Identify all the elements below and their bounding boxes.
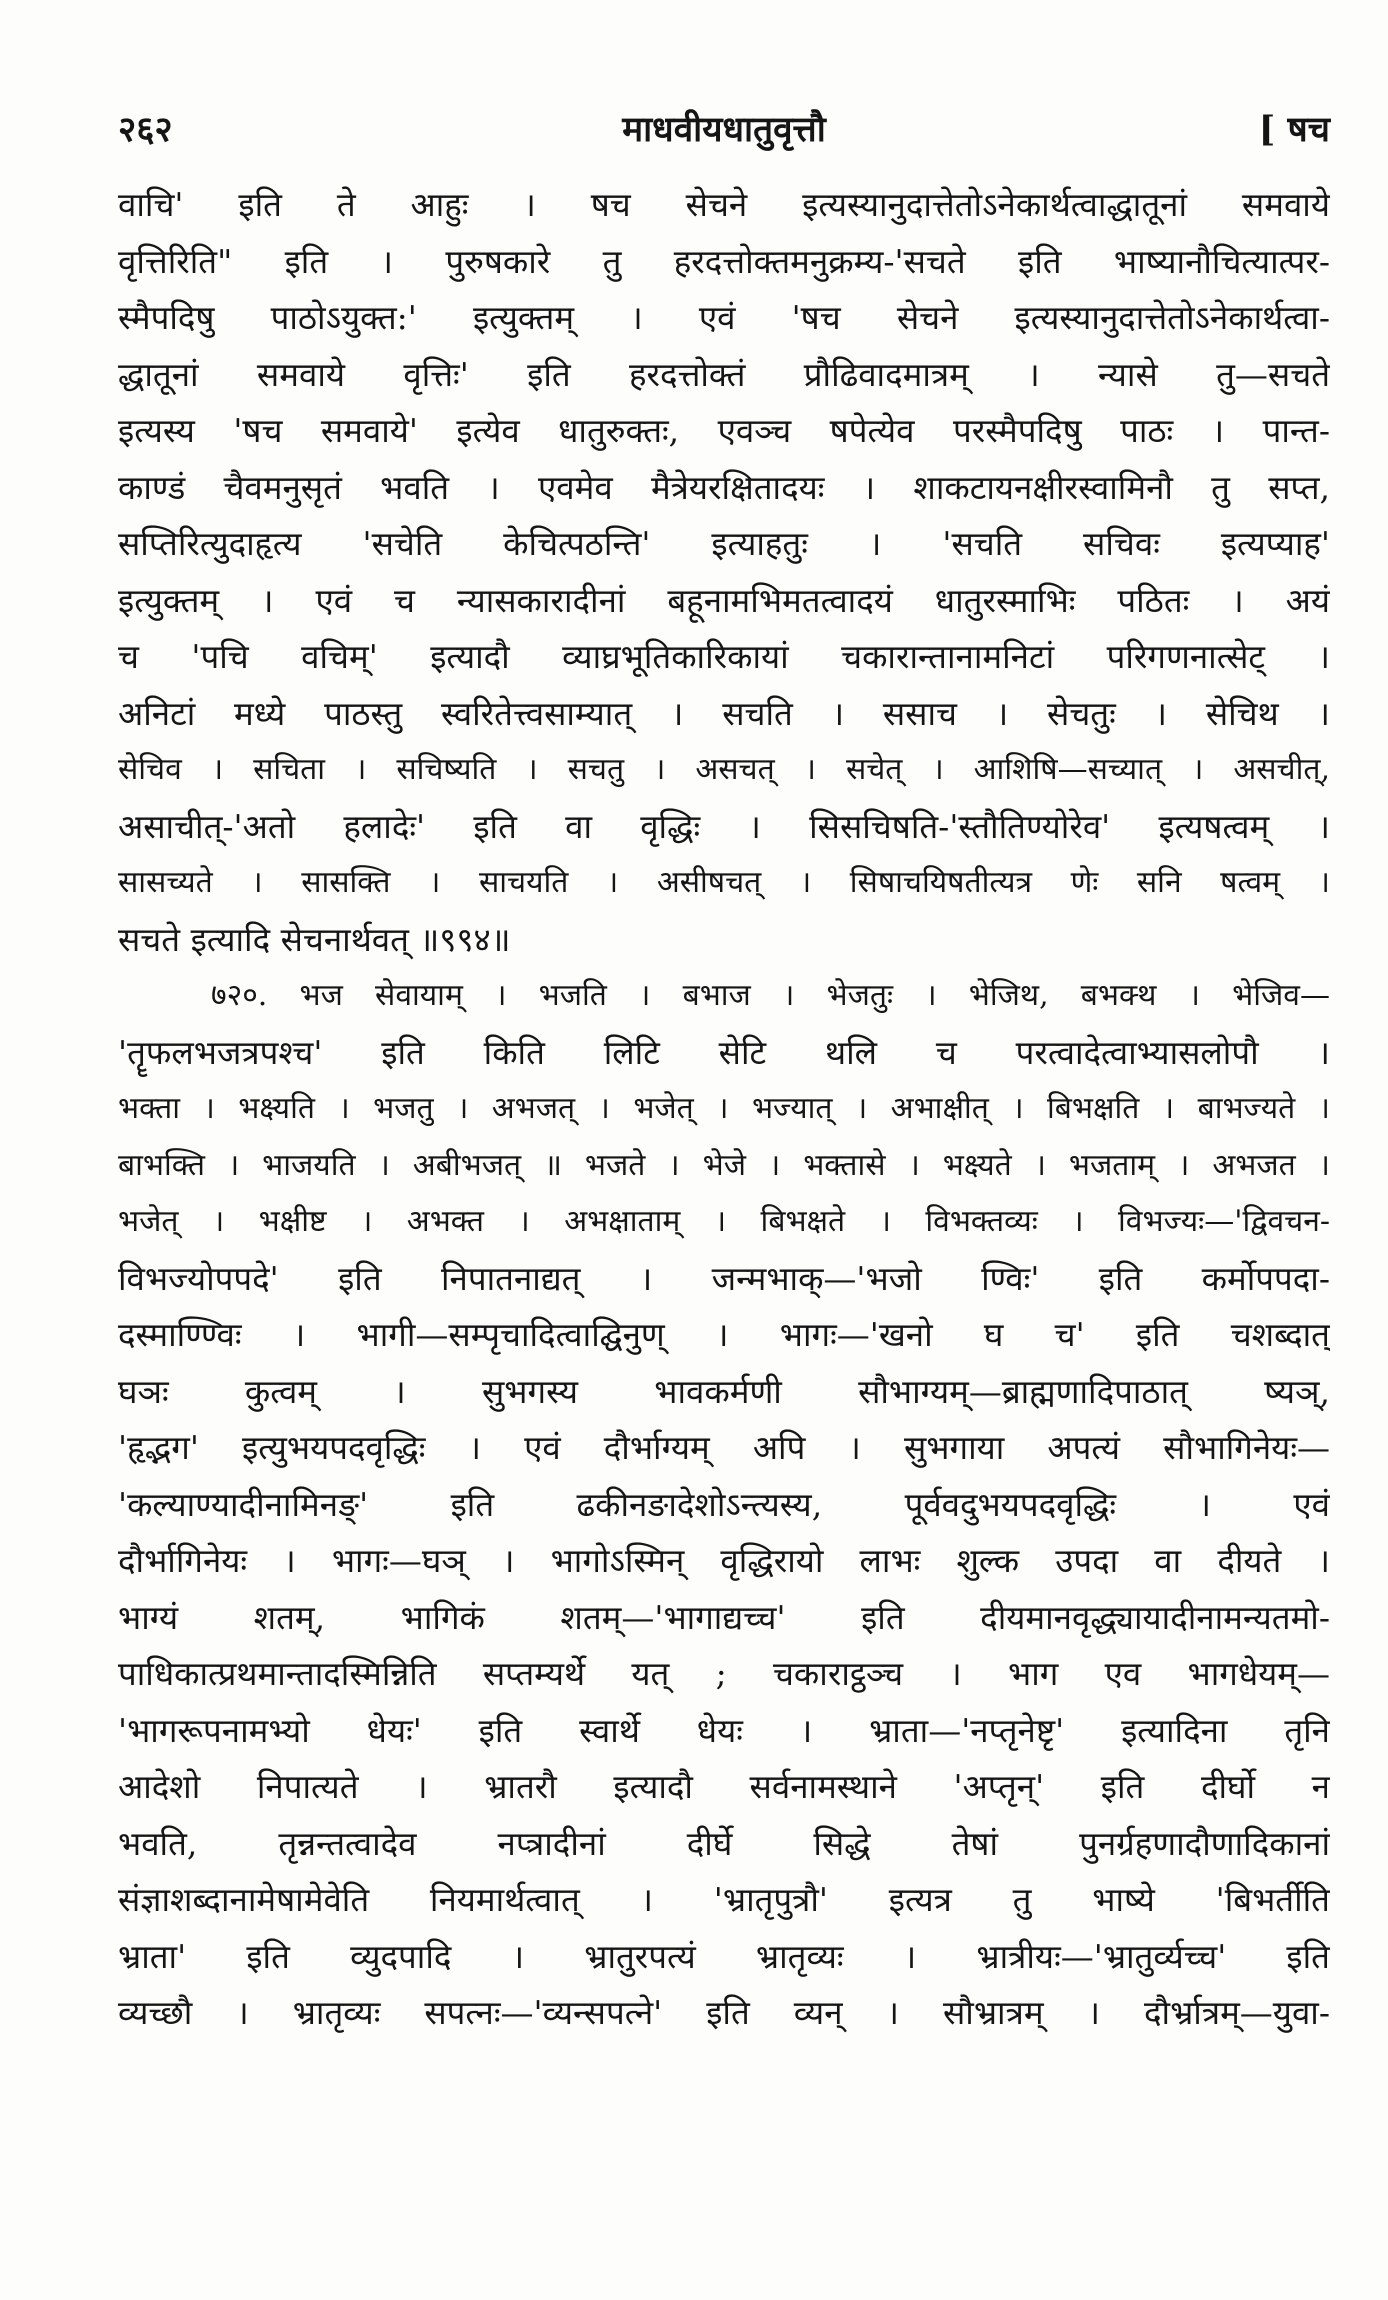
section-marker: [ षच <box>1258 109 1330 150</box>
text-line: 'कल्याण्यादीनामिनङ्' इति ढकीनङादेशोऽन्त्यस्य, पूर्ववदुभयपदवृद्धिः । एवं <box>118 1484 1330 1524</box>
text-line: असाचीत्-'अतो हलादेः' इति वा वृद्धिः । सिसचिषति-'स्तौतिण्योरेव' इत्यषत्वम् । <box>118 806 1330 846</box>
body-text <box>118 177 1330 2042</box>
text-line: 'भागरूपनामभ्यो धेयः' इति स्वार्थे धेयः । भ्राता—'नप्तृनेष्टृ' इत्यादिना तृनि <box>118 1710 1330 1750</box>
text-line: 'तॄफलभजत्रपश्च' इति किति लिटि सेटि थलि च परत्वादेत्वाभ्यासलोपौ । <box>118 1032 1330 1072</box>
text-line: दस्माण्ण्विः । भागी—सम्पृचादित्वाद्घिनुण् । भागः—'खनो घ च' इति चशब्दात् <box>118 1315 1330 1354</box>
text-line: स्मैपदिषु पाठोऽयुक्त:' इत्युक्तम् । एवं 'षच सेचने इत्यस्यानुदात्तेतोऽनेकार्थत्वा- <box>118 298 1330 337</box>
paragraph-end-line: सचते इत्यादि सेचनार्थवत् ॥९९४॥ <box>118 919 511 959</box>
text-line: दौर्भागिनेयः । भागः—घञ् । भागोऽस्मिन् वृद्धिरायो लाभः शुल्क उपदा वा दीयते । <box>118 1541 1330 1580</box>
page-number: २६२ <box>118 109 173 150</box>
text-line: सप्तिरित्युदाहृत्य 'सचेति केचित्पठन्ति' इत्याहतुः । 'सचति सचिवः इत्यप्याह' <box>118 524 1330 563</box>
text-line: इत्युक्तम् । एवं च न्यासकारादीनां बहूनामभिमतत्वादयं धातुरस्माभिः पठितः । अयं <box>118 580 1330 620</box>
book-title: माधवीयधातुवृत्तौ <box>622 109 826 150</box>
text-line: आदेशो निपात्यते । भ्रातरौ इत्यादौ सर्वनामस्थाने 'अप्तृन्' इति दीर्घो न <box>118 1767 1330 1806</box>
text-line: विभज्योपपदे' इति निपातनाद्यत् । जन्मभाक्—'भजो ण्विः' इति कर्मोपपदा- <box>118 1258 1330 1298</box>
text-line: काण्डं चैवमनुसृतं भवति । एवमेव मैत्रेयरक्षितादयः । शाकटायनक्षीरस्वामिनौ तु सप्त, <box>118 467 1330 507</box>
text-line: बाभक्ति । भाजयति । अबीभजत् ॥ भजते । भेजे । भक्तासे । भक्ष्यते । भजताम् । अभजत । <box>118 1147 1330 1183</box>
running-head <box>118 102 1330 158</box>
text-line: भ्राता' इति व्युदपादि । भ्रातुरपत्यं भ्रातृव्यः । भ्रात्रीयः—'भ्रातुर्व्यच्च' इति <box>118 1936 1330 1976</box>
text-line: अनिटां मध्ये पाठस्तु स्वरितेत्त्वसाम्यात् । सचति । ससाच । सेचतुः । सेचिथ । <box>118 693 1330 733</box>
text-line: भक्ता । भक्ष्यति । भजतु । अभजत् । भजेत् । भज्यात् । अभाक्षीत् । बिभक्षति । बाभज्यते । <box>118 1091 1330 1126</box>
text-line: वृत्तिरिति" इति । पुरुषकारे तु हरदत्तोक्तमनुक्रम्य-'सचते इति भाष्यानौचित्यात्पर- <box>118 241 1330 281</box>
text-line: पाधिकात्प्रथमान्तादस्मिन्निति सप्तम्यर्थे यत् ; चकाराट्ठञ्च । भाग एव भागधेयम्— <box>118 1654 1330 1693</box>
text-line: भाग्यं शतम्, भागिकं शतम्—'भागाद्यच्च' इति दीयमानवृद्ध्यायादीनामन्यतमो- <box>118 1597 1330 1637</box>
text-line: 'हृद्भग' इत्युभयपदवृद्धिः । एवं दौर्भाग्यम् अपि । सुभगाया अपत्यं सौभागिनेयः— <box>118 1428 1330 1467</box>
text-line: भवति, तृन्नन्तत्वादेव नप्त्रादीनां दीर्घे सिद्धे तेषां पुनर्ग्रहणादौणादिकानां <box>118 1823 1330 1863</box>
entry-start-line: ७२०. भज सेवायाम् । भजति । बभाज । भेजतुः । भेजिथ, बभक्थ । भेजिव— <box>211 978 1330 1013</box>
text-line: च 'पचि वचिम्' इत्यादौ व्याघ्रभूतिकारिकायां चकारान्तानामनिटां परिगणनात्सेट् । <box>118 637 1330 676</box>
text-line: सासच्यते । सासक्ति । साचयति । असीषचत् । सिषाचयिषतीत्यत्र णेः सनि षत्वम् । <box>118 865 1330 900</box>
text-line: वाचि' इति ते आहुः । षच सेचने इत्यस्यानुदात्तेतोऽनेकार्थत्वाद्धातूनां समवाये <box>118 185 1330 224</box>
text-line: द्धातूनां समवाये वृत्तिः' इति हरदत्तोक्तं प्रौढिवादमात्रम् । न्यासे तु—सचते <box>118 354 1330 394</box>
text-line: इत्यस्य 'षच समवाये' इत्येव धातुरुक्तः, एवञ्च षपेत्येव परस्मैपदिषु पाठः । पान्त- <box>118 411 1330 450</box>
text-line: घञः कुत्वम् । सुभगस्य भावकर्मणी सौभाग्यम्—ब्राह्मणादिपाठात् ष्यञ्, <box>118 1371 1330 1411</box>
text-line: सेचिव । सचिता । सचिष्यति । सचतु । असचत् । सचेत् । आशिषि—सच्यात् । असचीत्, <box>118 752 1330 787</box>
text-line: भजेत् । भक्षीष्ट । अभक्त । अभक्षाताम् । बिभक्षते । विभक्तव्यः । विभज्यः—'द्विवचन- <box>118 1204 1330 1239</box>
text-line: संज्ञाशब्दानामेषामेवेति नियमार्थत्वात् । 'भ्रातृपुत्रौ' इत्यत्र तु भाष्ये 'बिभर्तीति <box>118 1880 1330 1919</box>
text-line: व्यच्छौ । भ्रातृव्यः सपत्नः—'व्यन्सपत्ने' इति व्यन् । सौभ्रात्रम् । दौर्भ्रात्रम्—युवा- <box>118 1993 1330 2032</box>
